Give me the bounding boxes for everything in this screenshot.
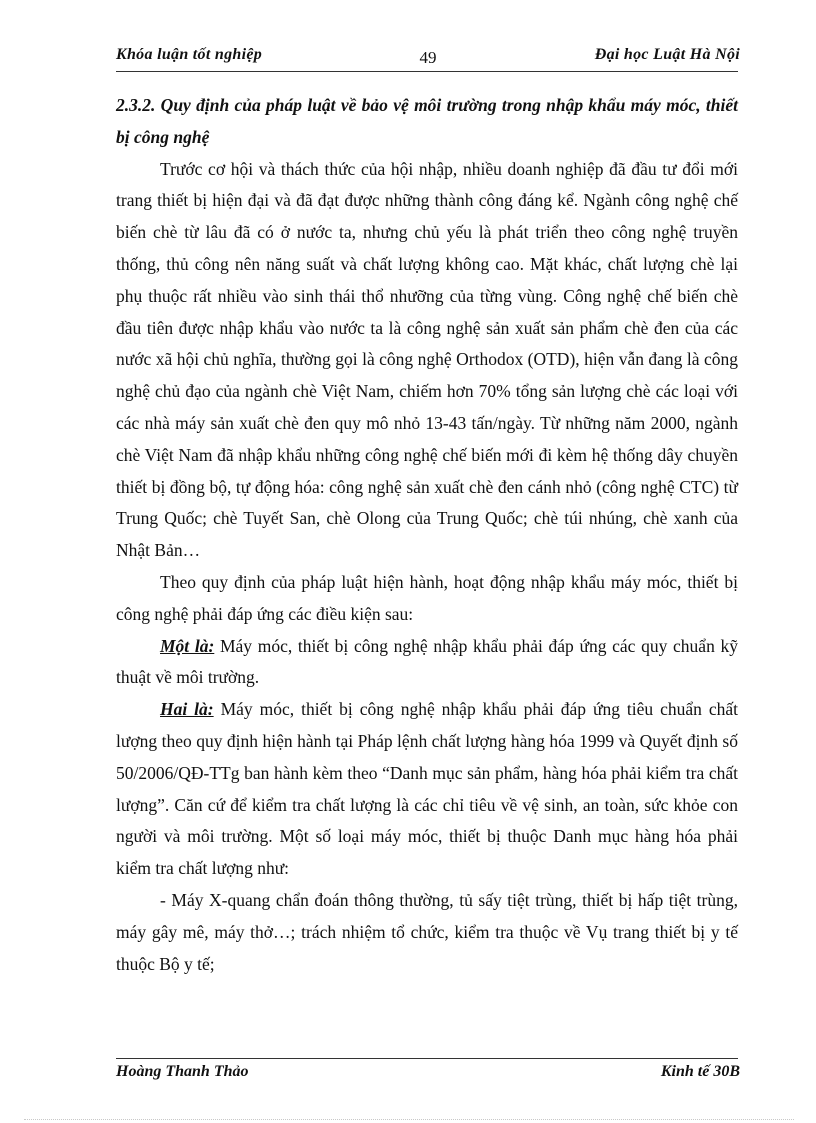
page-footer (116, 1063, 740, 1085)
header-rule (116, 71, 738, 72)
paragraph-intro: Trước cơ hội và thách thức của hội nhập, nhiều doanh nghiệp đã đầu tư đổi mới trang thiết bị hiện đại và đã đạt được những thành công đáng kể. Ngành công nghệ chế biến chè từ lâu đã có ở nước ta, nhưng chủ yếu là phát triển theo công nghệ truyền thống, thủ công nên năng suất và chất lượng không cao. Mặt khác, chất lượng chè lại phụ thuộc rất nhiều vào sinh thái thổ nhưỡng của từng vùng. Công nghệ chế biến chè đầu tiên được nhập khẩu vào nước ta là công nghệ sản xuất sản phẩm chè đen của các nước xã hội chủ nghĩa, thường gọi là công nghệ Orthodox (OTD), hiện vẫn đang là công nghệ chủ đạo của ngành chè Việt Nam, chiếm hơn 70% tổng sản lượng chè các loại với các nhà máy sản xuất chè đen quy mô nhỏ 13-43 tấn/ngày. Từ những năm 2000, ngành chè Việt Nam đã nhập khẩu những công nghệ chế biến mới đi kèm hệ thống dây chuyền thiết bị đồng bộ, tự động hóa: công nghệ sản xuất chè đen cánh nhỏ (công nghệ CTC) từ Trung Quốc; chè Tuyết San, chè Olong của Trung Quốc; chè túi nhúng, chè xanh của Nhật Bản… (116, 158, 738, 561)
page-body (116, 90, 738, 980)
condition-one-label: Một là: (160, 635, 215, 656)
page-edge-divider (24, 1119, 794, 1120)
paragraph-condition-one (116, 631, 738, 695)
condition-two-text: Máy móc, thiết bị công nghệ nhập khẩu phải đáp ứng tiêu chuẩn chất lượng theo quy định hiện hành tại Pháp lệnh chất lượng hàng hóa 1999 và Quyết định số 50/2006/QĐ-TTg ban hành kèm theo “Danh mục sản phẩm, hàng hóa phải kiểm tra chất lượng”. Căn cứ để kiểm tra chất lượng là các chỉ tiêu về vệ sinh, an toàn, sức khỏe con người và môi trường. Một số loại máy móc, thiết bị thuộc Danh mục hàng hóa phải kiểm tra chất lượng như: (116, 699, 738, 879)
page-header (116, 46, 740, 68)
condition-two-label: Hai là: (160, 699, 214, 720)
paragraph-condition-two (116, 694, 738, 885)
header-thesis-label: Khóa luận tốt nghiệp (116, 46, 263, 63)
section-heading: 2.3.2. Quy định của pháp luật về bảo vệ môi trường trong nhập khẩu máy móc, thiết bị công nghệ (116, 95, 738, 147)
paragraph-conditions: Theo quy định của pháp luật hiện hành, hoạt động nhập khẩu máy móc, thiết bị công nghệ phải đáp ứng các điều kiện sau: (116, 571, 738, 624)
condition-one-text: Máy móc, thiết bị công nghệ nhập khẩu phải đáp ứng các quy chuẩn kỹ thuật về môi trường. (116, 635, 738, 688)
page-number: 49 (419, 48, 437, 67)
footer-author: Hoàng Thanh Thảo (116, 1063, 249, 1080)
paragraph-list-item: - Máy X-quang chẩn đoán thông thường, tủ sấy tiệt trùng, thiết bị hấp tiệt trùng, máy gây mê, máy thở…; trách nhiệm tổ chức, kiểm tra thuộc về Vụ trang thiết bị y tế thuộc Bộ y tế; (116, 889, 738, 974)
footer-class: Kinh tế 30B (660, 1063, 740, 1080)
header-university: Đại học Luật Hà Nội (594, 46, 740, 63)
footer-rule (116, 1058, 738, 1059)
